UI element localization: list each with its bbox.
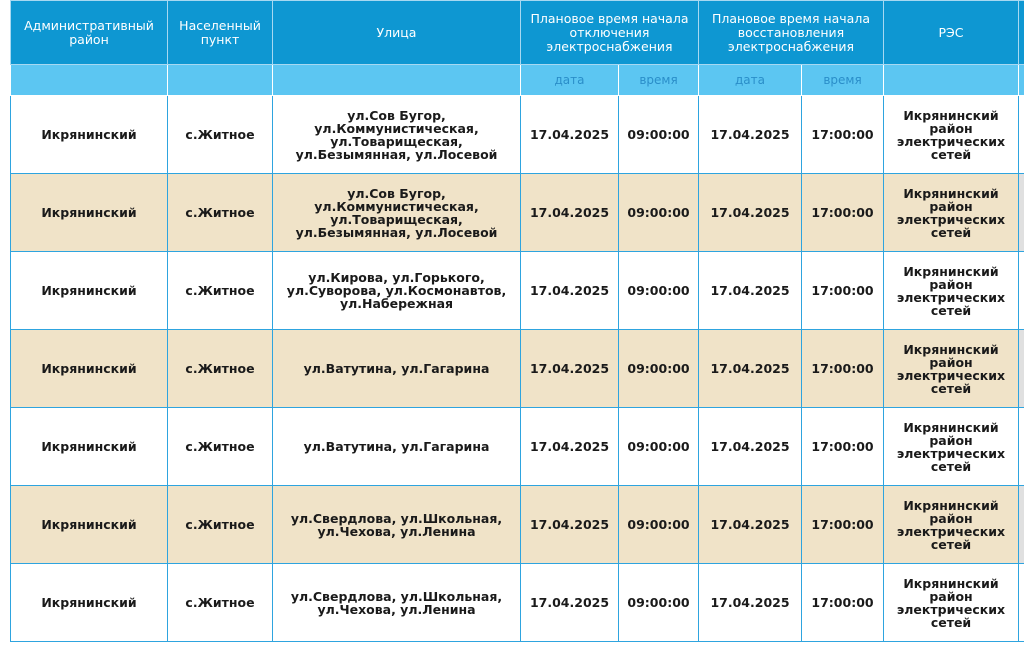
table-row (11, 330, 1024, 408)
cell-on-time: 17:00:00 (802, 330, 884, 408)
column-header-res: РЭС (884, 1, 1019, 65)
table-row (11, 408, 1024, 486)
cell-on-date: 17.04.2025 (699, 330, 802, 408)
cell-on-date: 17.04.2025 (699, 486, 802, 564)
subheader-on-time: время (802, 65, 884, 96)
cell-res: Икрянинский район электрических сетей (884, 408, 1019, 486)
table-header-row (11, 1, 1024, 65)
table-row (11, 564, 1024, 642)
outage-schedule-table (10, 0, 1024, 642)
cell-on-date: 17.04.2025 (699, 174, 802, 252)
cell-extra (1019, 252, 1024, 330)
cell-district: Икрянинский (11, 96, 168, 174)
cell-res: Икрянинский район электрических сетей (884, 96, 1019, 174)
cell-on-time: 17:00:00 (802, 252, 884, 330)
cell-res: Икрянинский район электрических сетей (884, 330, 1019, 408)
cell-settlement: с.Житное (168, 96, 273, 174)
cell-off-date: 17.04.2025 (521, 252, 619, 330)
cell-streets: ул.Свердлова, ул.Школьная, ул.Чехова, ул.Ленина (273, 486, 521, 564)
cell-off-date: 17.04.2025 (521, 564, 619, 642)
subheader-empty (168, 65, 273, 96)
cell-streets: ул.Ватутина, ул.Гагарина (273, 408, 521, 486)
cell-district: Икрянинский (11, 486, 168, 564)
cell-district: Икрянинский (11, 330, 168, 408)
cell-district: Икрянинский (11, 174, 168, 252)
cell-settlement: с.Житное (168, 252, 273, 330)
column-header-extra (1019, 1, 1024, 65)
table-row (11, 174, 1024, 252)
table-row (11, 96, 1024, 174)
cell-extra (1019, 564, 1024, 642)
subheader-empty (884, 65, 1019, 96)
cell-extra (1019, 486, 1024, 564)
cell-on-date: 17.04.2025 (699, 564, 802, 642)
subheader-empty (1019, 65, 1024, 96)
subheader-off-time: время (619, 65, 699, 96)
cell-district: Икрянинский (11, 252, 168, 330)
cell-on-time: 17:00:00 (802, 564, 884, 642)
subheader-off-date: дата (521, 65, 619, 96)
cell-off-time: 09:00:00 (619, 486, 699, 564)
cell-off-time: 09:00:00 (619, 96, 699, 174)
table-subheader-row (11, 65, 1024, 96)
cell-off-time: 09:00:00 (619, 174, 699, 252)
column-header-settlement: Населенный пункт (168, 1, 273, 65)
cell-settlement: с.Житное (168, 330, 273, 408)
cell-off-time: 09:00:00 (619, 330, 699, 408)
cell-district: Икрянинский (11, 564, 168, 642)
subheader-empty (11, 65, 168, 96)
subheader-empty (273, 65, 521, 96)
cell-res: Икрянинский район электрических сетей (884, 486, 1019, 564)
cell-off-date: 17.04.2025 (521, 96, 619, 174)
cell-settlement: с.Житное (168, 174, 273, 252)
cell-on-date: 17.04.2025 (699, 408, 802, 486)
cell-extra (1019, 96, 1024, 174)
cell-off-date: 17.04.2025 (521, 408, 619, 486)
cell-streets: ул.Сов Бугор, ул.Коммунистическая, ул.Товарищеская, ул.Безымянная, ул.Лосевой (273, 96, 521, 174)
cell-extra (1019, 174, 1024, 252)
cell-on-time: 17:00:00 (802, 408, 884, 486)
cell-off-time: 09:00:00 (619, 408, 699, 486)
cell-off-date: 17.04.2025 (521, 174, 619, 252)
cell-off-date: 17.04.2025 (521, 486, 619, 564)
cell-extra (1019, 330, 1024, 408)
cell-on-time: 17:00:00 (802, 486, 884, 564)
cell-settlement: с.Житное (168, 408, 273, 486)
table-row (11, 486, 1024, 564)
cell-off-time: 09:00:00 (619, 252, 699, 330)
cell-settlement: с.Житное (168, 564, 273, 642)
subheader-on-date: дата (699, 65, 802, 96)
cell-streets: ул.Ватутина, ул.Гагарина (273, 330, 521, 408)
cell-on-date: 17.04.2025 (699, 252, 802, 330)
column-header-street: Улица (273, 1, 521, 65)
cell-district: Икрянинский (11, 408, 168, 486)
cell-settlement: с.Житное (168, 486, 273, 564)
column-header-off-time: Плановое время начала отключения электроснабжения (521, 1, 699, 65)
column-header-district: Административный район (11, 1, 168, 65)
cell-on-time: 17:00:00 (802, 96, 884, 174)
cell-res: Икрянинский район электрических сетей (884, 252, 1019, 330)
cell-extra (1019, 408, 1024, 486)
cell-on-date: 17.04.2025 (699, 96, 802, 174)
cell-streets: ул.Свердлова, ул.Школьная, ул.Чехова, ул.Ленина (273, 564, 521, 642)
cell-streets: ул.Сов Бугор, ул.Коммунистическая, ул.Товарищеская, ул.Безымянная, ул.Лосевой (273, 174, 521, 252)
cell-res: Икрянинский район электрических сетей (884, 564, 1019, 642)
cell-res: Икрянинский район электрических сетей (884, 174, 1019, 252)
cell-off-date: 17.04.2025 (521, 330, 619, 408)
cell-off-time: 09:00:00 (619, 564, 699, 642)
cell-streets: ул.Кирова, ул.Горького, ул.Суворова, ул.Космонавтов, ул.Набережная (273, 252, 521, 330)
column-header-restore-time: Плановое время начала восстановления электроснабжения (699, 1, 884, 65)
table-row (11, 252, 1024, 330)
cell-on-time: 17:00:00 (802, 174, 884, 252)
